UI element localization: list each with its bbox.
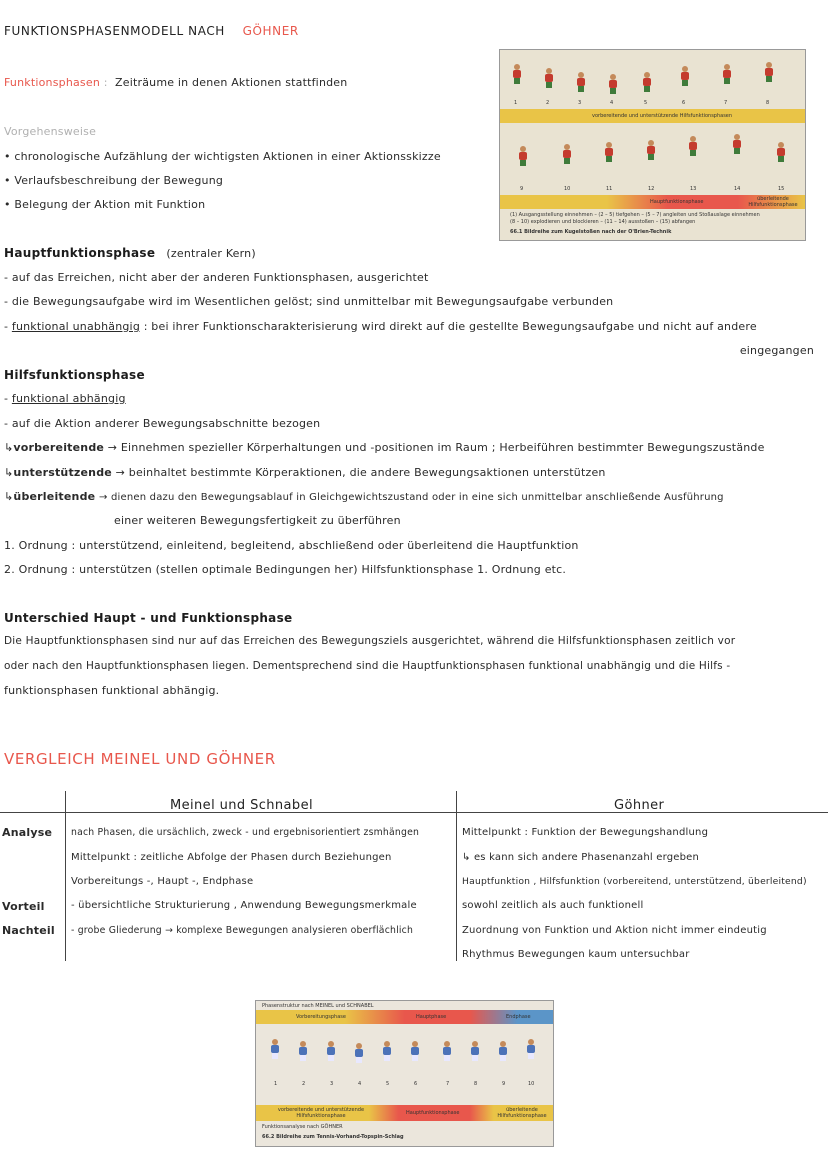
shotput-caption: 66.1 Bildreihe zum Kugelstoßen nach der O'Brien-Technik bbox=[510, 229, 672, 235]
shotput-legend: (1) Ausgangsstellung einnehmen – (2 – 5) tiefgehen – (5 – 7) angleiten und Stoßauslage einnehmen bbox=[510, 212, 760, 218]
aux-type-row bbox=[4, 441, 765, 454]
procedure-item: • chronologische Aufzählung der wichtigsten Aktionen in einer Aktionsskizze bbox=[4, 150, 441, 163]
table-header-goehner: Göhner bbox=[614, 798, 665, 813]
goehner-cell: ↳ es kann sich andere Phasenanzahl ergeben bbox=[462, 852, 700, 863]
shotput-top-band bbox=[500, 109, 805, 123]
meinel-cell: Mittelpunkt : zeitliche Abfolge der Phasen durch Beziehungen bbox=[71, 852, 392, 863]
athlete-figure bbox=[576, 72, 586, 92]
main-phase-functional-text: : bei ihrer Funktionscharakterisierung wird direkt auf die gestellte Bewegungsaufgabe und nicht auf andere bbox=[143, 320, 757, 333]
page-title-author: GÖHNER bbox=[242, 24, 299, 38]
tennis-footer: Funktionsanalyse nach GÖHNER bbox=[262, 1124, 343, 1130]
tennis-top-band bbox=[256, 1010, 553, 1024]
main-phase-functional-term: funktional unabhängig bbox=[11, 320, 140, 333]
player-figure bbox=[270, 1039, 280, 1059]
shotput-figure bbox=[499, 49, 806, 241]
difference-line: oder nach den Hauptfunktionsphasen liegen. Dementsprechend sind die Hauptfunktionsphasen funktional unabhängig und die Hilfs - bbox=[4, 660, 731, 672]
tennis-number: 7 bbox=[446, 1081, 450, 1087]
aux-type-continuation: einer weiteren Bewegungsfertigkeit zu überführen bbox=[114, 514, 401, 527]
aux-type-row bbox=[4, 490, 724, 503]
athlete-figure bbox=[764, 62, 774, 82]
athlete-figure bbox=[512, 64, 522, 84]
player-figure bbox=[382, 1041, 392, 1061]
table-row-label: Analyse bbox=[2, 826, 53, 839]
athlete-figure bbox=[722, 64, 732, 84]
difference-heading: Unterschied Haupt - und Funktionsphase bbox=[4, 611, 293, 625]
aux-order-line: 2. Ordnung : unterstützen (stellen optimale Bedingungen her) Hilfsfunktionsphase 1. Ordnung etc. bbox=[4, 563, 567, 576]
aux-phase-dependent-prefix: - bbox=[4, 392, 12, 405]
player-figure bbox=[354, 1043, 364, 1063]
shotput-number: 13 bbox=[690, 186, 697, 192]
definition-text: Zeiträume in denen Aktionen stattfinden bbox=[115, 76, 348, 89]
goehner-cell: Hauptfunktion , Hilfsfunktion (vorbereitend, unterstützend, überleitend) bbox=[462, 876, 807, 887]
tennis-top-mid: Hauptphase bbox=[416, 1014, 447, 1020]
tennis-number: 5 bbox=[386, 1081, 390, 1087]
page-title-main: FUNKTIONSPHASENMODELL NACH bbox=[4, 24, 225, 38]
shotput-number: 15 bbox=[778, 186, 785, 192]
shotput-number: 4 bbox=[610, 100, 614, 106]
main-phase-heading-note: (zentraler Kern) bbox=[166, 247, 256, 260]
tennis-bottom-right: überleitende Hilfsfunktionsphase bbox=[497, 1107, 547, 1119]
aux-type-text: → Einnehmen spezieller Körperhaltungen und -positionen im Raum ; Herbeiführen bestimmter Bewegungszustände bbox=[107, 441, 765, 454]
aux-type-label: unterstützende bbox=[13, 466, 112, 479]
athlete-figure bbox=[544, 68, 554, 88]
aux-phase-dependent-line bbox=[4, 392, 126, 405]
table-header-meinel: Meinel und Schnabel bbox=[170, 798, 313, 813]
player-figure bbox=[526, 1039, 536, 1059]
tennis-top-left: Vorbereitungsphase bbox=[296, 1014, 346, 1020]
tennis-number: 3 bbox=[330, 1081, 334, 1087]
aux-type-label: vorbereitende bbox=[13, 441, 105, 454]
table-header-divider bbox=[0, 812, 828, 813]
table-column-divider bbox=[65, 791, 66, 961]
shotput-number: 3 bbox=[578, 100, 582, 106]
aux-phase-heading: Hilfsfunktionsphase bbox=[4, 368, 145, 382]
meinel-cell: Vorbereitungs -, Haupt -, Endphase bbox=[71, 876, 254, 887]
player-figure bbox=[470, 1041, 480, 1061]
tennis-header: Phasenstruktur nach MEINEL und SCHNABEL bbox=[262, 1003, 374, 1009]
athlete-figure bbox=[732, 134, 742, 154]
shotput-top-band-label: vorbereitende und unterstützende Hilfsfunktionsphasen bbox=[592, 113, 733, 119]
meinel-cell: - grobe Gliederung → komplexe Bewegungen analysieren oberflächlich bbox=[71, 925, 414, 936]
shotput-number: 8 bbox=[766, 100, 770, 106]
shotput-number: 12 bbox=[648, 186, 655, 192]
tennis-number: 4 bbox=[358, 1081, 362, 1087]
procedure-item: • Verlaufsbeschreibung der Bewegung bbox=[4, 174, 224, 187]
arrow-icon: ↳ bbox=[4, 466, 14, 479]
tennis-bottom-band bbox=[256, 1105, 553, 1121]
definition-term: Funktionsphasen bbox=[4, 76, 101, 89]
table-column-divider bbox=[456, 791, 457, 961]
aux-type-text: → dienen dazu den Bewegungsablauf in Gleichgewichtszustand oder in eine sich unmittelbar anschließende Ausführung bbox=[99, 492, 724, 503]
definition-line bbox=[4, 76, 347, 89]
goehner-cell: Mittelpunkt : Funktion der Bewegungshandlung bbox=[462, 827, 709, 838]
main-phase-line: - die Bewegungsaufgabe wird im Wesentlichen gelöst; sind unmittelbar mit Bewegungsaufgabe verbunden bbox=[4, 295, 614, 308]
athlete-figure bbox=[646, 140, 656, 160]
tennis-number: 6 bbox=[414, 1081, 418, 1087]
tennis-number: 2 bbox=[302, 1081, 306, 1087]
arrow-icon: ↳ bbox=[4, 441, 14, 454]
main-phase-functional-tail: eingegangen bbox=[739, 344, 814, 357]
goehner-cell: Zuordnung von Funktion und Aktion nicht immer eindeutig bbox=[462, 925, 767, 936]
main-phase-functional-line bbox=[4, 320, 757, 333]
athlete-figure bbox=[776, 142, 786, 162]
shotput-legend: (8 – 10) explodieren und blockieren – (11 – 14) ausstoßen – (15) abfangen bbox=[510, 219, 696, 225]
athlete-figure bbox=[604, 142, 614, 162]
main-phase-line: - auf das Erreichen, nicht aber der anderen Funktionsphasen, ausgerichtet bbox=[4, 271, 429, 284]
tennis-number: 8 bbox=[474, 1081, 478, 1087]
shotput-number: 5 bbox=[644, 100, 648, 106]
table-row-label: Vorteil bbox=[2, 900, 45, 913]
shotput-bottom-band-end: überleitende Hilfsfunktionsphase bbox=[748, 196, 798, 208]
goehner-cell: sowohl zeitlich als auch funktionell bbox=[462, 900, 644, 911]
comparison-heading: VERGLEICH MEINEL UND GÖHNER bbox=[4, 750, 276, 768]
athlete-figure bbox=[518, 146, 528, 166]
player-figure bbox=[442, 1041, 452, 1061]
player-figure bbox=[410, 1041, 420, 1061]
shotput-number: 6 bbox=[682, 100, 686, 106]
shotput-bottom-band-main: Hauptfunktionsphase bbox=[650, 199, 704, 205]
page-title bbox=[4, 24, 299, 38]
athlete-figure bbox=[642, 72, 652, 92]
tennis-number: 9 bbox=[502, 1081, 506, 1087]
aux-type-label: überleitende bbox=[13, 490, 96, 503]
aux-phase-dependent-term: funktional abhängig bbox=[11, 392, 126, 405]
aux-type-text: → beinhaltet bestimmte Körperaktionen, die andere Bewegungsaktionen unterstützen bbox=[115, 466, 606, 479]
tennis-number: 10 bbox=[528, 1081, 535, 1087]
shotput-number: 9 bbox=[520, 186, 524, 192]
main-phase-heading-line bbox=[4, 246, 256, 260]
shotput-number: 10 bbox=[564, 186, 571, 192]
tennis-figure bbox=[255, 1000, 554, 1147]
arrow-icon: ↳ bbox=[4, 490, 14, 503]
tennis-number: 1 bbox=[274, 1081, 278, 1087]
main-phase-functional-prefix: - bbox=[4, 320, 12, 333]
tennis-bottom-mid: Hauptfunktionsphase bbox=[406, 1110, 460, 1116]
meinel-cell: nach Phasen, die ursächlich, zweck - und ergebnisorientiert zsmhängen bbox=[71, 827, 420, 838]
player-figure bbox=[298, 1041, 308, 1061]
goehner-cell: Rhythmus Bewegungen kaum untersuchbar bbox=[462, 949, 690, 960]
athlete-figure bbox=[608, 74, 618, 94]
procedure-heading: Vorgehensweise bbox=[4, 125, 97, 138]
procedure-item: • Belegung der Aktion mit Funktion bbox=[4, 198, 206, 211]
tennis-top-right: Endphase bbox=[506, 1014, 531, 1020]
main-phase-heading: Hauptfunktionsphase bbox=[4, 246, 156, 260]
athlete-figure bbox=[680, 66, 690, 86]
aux-phase-line: - auf die Aktion anderer Bewegungsabschnitte bezogen bbox=[4, 417, 321, 430]
tennis-bottom-left: vorbereitende und unterstützende Hilfsfunktionsphase bbox=[277, 1107, 365, 1119]
difference-line: Die Hauptfunktionsphasen sind nur auf das Erreichen des Bewegungsziels ausgerichtet, während die Hilfsfunktionsphasen zeitlich vor bbox=[4, 635, 736, 647]
definition-separator: : bbox=[103, 76, 108, 89]
aux-order-line: 1. Ordnung : unterstützend, einleitend, begleitend, abschließend oder überleitend die Hauptfunktion bbox=[4, 539, 579, 552]
shotput-number: 2 bbox=[546, 100, 550, 106]
player-figure bbox=[326, 1041, 336, 1061]
difference-line: funktionsphasen funktional abhängig. bbox=[4, 684, 220, 697]
aux-type-row bbox=[4, 466, 606, 479]
tennis-caption: 66.2 Bildreihe zum Tennis-Vorhand-Topspin-Schlag bbox=[262, 1134, 404, 1140]
shotput-number: 7 bbox=[724, 100, 728, 106]
meinel-cell: - übersichtliche Strukturierung , Anwendung Bewegungsmerkmale bbox=[71, 900, 417, 911]
athlete-figure bbox=[688, 136, 698, 156]
player-figure bbox=[498, 1041, 508, 1061]
athlete-figure bbox=[562, 144, 572, 164]
shotput-number: 1 bbox=[514, 100, 518, 106]
shotput-number: 14 bbox=[734, 186, 741, 192]
table-row-label: Nachteil bbox=[2, 924, 55, 937]
shotput-number: 11 bbox=[606, 186, 613, 192]
shotput-bottom-band bbox=[500, 195, 805, 209]
